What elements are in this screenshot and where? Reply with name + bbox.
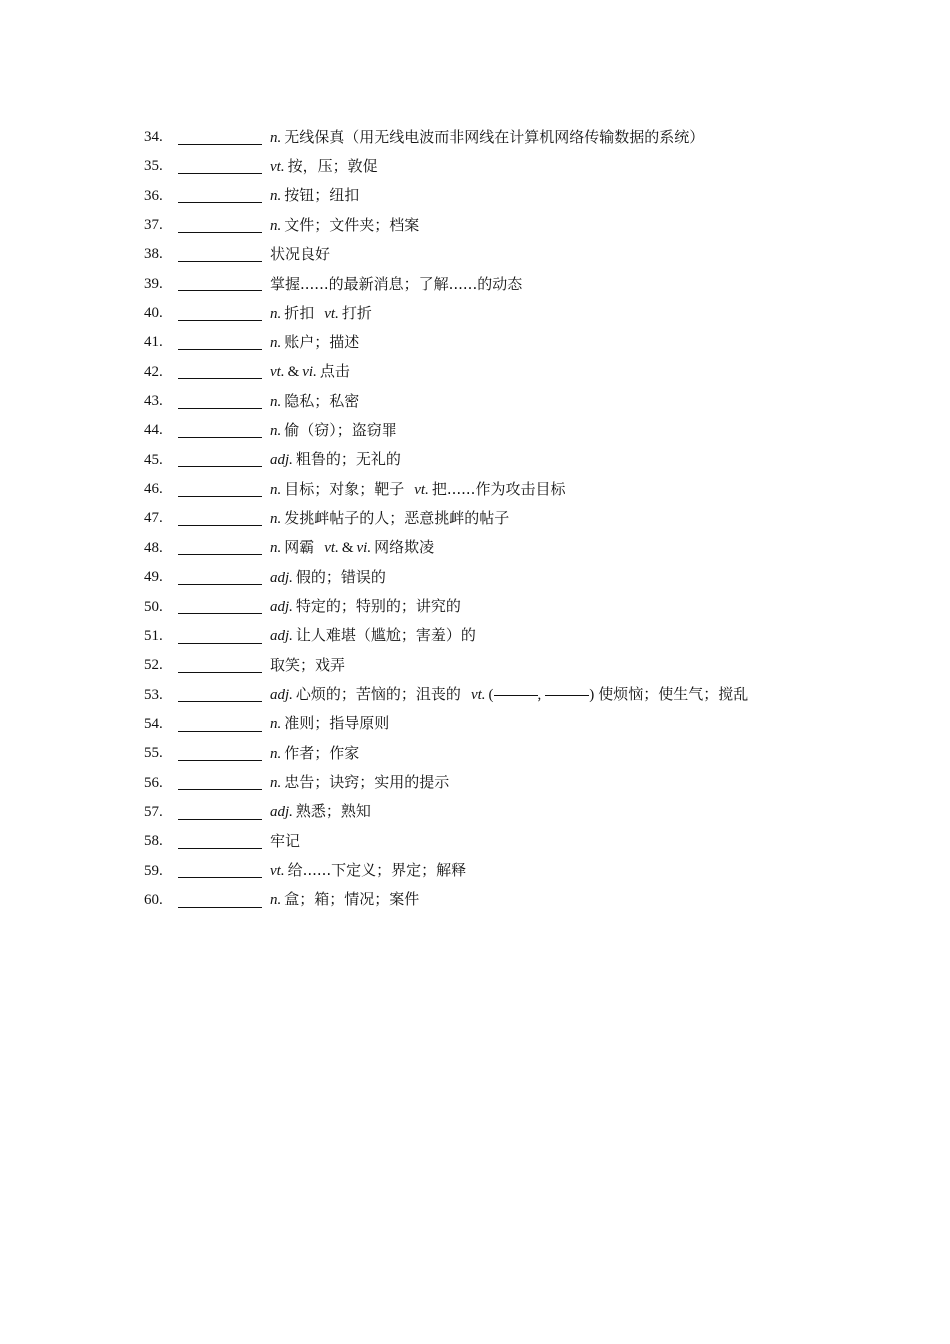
meaning: 准则；指导原则 — [284, 714, 390, 733]
definition — [270, 651, 345, 680]
list-item — [144, 504, 844, 533]
answer-blank[interactable] — [178, 847, 262, 849]
paren-open: ( — [488, 687, 494, 704]
list-item — [144, 270, 844, 299]
answer-blank[interactable] — [178, 143, 262, 145]
item-number: 51. — [144, 627, 163, 644]
part-of-speech: vt. — [270, 364, 285, 381]
item-number: 52. — [144, 657, 163, 674]
answer-blank[interactable] — [178, 465, 262, 467]
part-of-speech: n. — [270, 892, 282, 909]
part-of-speech: adj. — [270, 599, 293, 615]
item-number: 55. — [144, 745, 163, 762]
answer-blank[interactable] — [178, 524, 262, 526]
meaning: 文件；文件夹；档案 — [284, 215, 420, 234]
item-number: 46. — [144, 481, 163, 498]
part-of-speech: n. — [270, 393, 282, 410]
definition — [270, 504, 509, 534]
item-number: 40. — [144, 305, 163, 322]
inline-answer-blank[interactable] — [545, 694, 589, 696]
answer-blank[interactable] — [178, 818, 262, 820]
meaning: 掌握......的最新消息；了解......的动态 — [270, 274, 523, 293]
item-number: 34. — [144, 129, 163, 145]
item-number: 47. — [144, 510, 163, 527]
definition — [270, 211, 419, 241]
part-of-speech: n. — [270, 334, 282, 351]
part-of-speech: n. — [270, 745, 282, 762]
meaning: 目标；对象；靶子 — [284, 479, 405, 498]
answer-blank[interactable] — [178, 906, 262, 908]
answer-blank[interactable] — [178, 436, 262, 438]
part-of-speech: n. — [270, 481, 282, 498]
list-item — [144, 857, 844, 886]
answer-blank[interactable] — [178, 172, 262, 174]
item-number: 58. — [144, 833, 163, 850]
list-item — [144, 827, 844, 856]
item-number: 41. — [144, 334, 163, 351]
part-of-speech: n. — [270, 510, 282, 527]
meaning: 作者；作家 — [284, 743, 360, 762]
part-of-speech: vt. — [270, 158, 285, 175]
answer-blank[interactable] — [178, 583, 262, 585]
answer-blank[interactable] — [178, 407, 262, 409]
part-of-speech: n. — [270, 775, 282, 792]
meaning: 发挑衅帖子的人；恶意挑衅的帖子 — [284, 508, 510, 527]
vocab-list — [144, 123, 844, 915]
part-of-speech: n. — [270, 217, 282, 234]
list-item — [144, 182, 844, 211]
meaning: 心烦的；苦恼的；沮丧的 — [295, 685, 461, 704]
meaning: 偷（窃）；盗窃罪 — [284, 420, 397, 439]
answer-blank[interactable] — [178, 671, 262, 673]
list-item — [144, 416, 844, 445]
answer-blank[interactable] — [178, 759, 262, 761]
meaning: 按钮；纽扣 — [284, 186, 360, 205]
item-number: 50. — [144, 598, 163, 615]
answer-blank[interactable] — [178, 377, 262, 379]
definition — [270, 680, 748, 710]
list-item — [144, 475, 844, 504]
list-item — [144, 534, 844, 563]
comma: , — [537, 687, 542, 704]
part-of-speech: vt. — [324, 540, 339, 557]
meaning: 使烦恼；使生气；搅乱 — [598, 685, 749, 704]
meaning: 按，压；敦促 — [287, 156, 378, 175]
part-of-speech: n. — [270, 422, 282, 439]
item-number: 59. — [144, 862, 163, 879]
definition — [270, 533, 434, 563]
answer-blank[interactable] — [178, 612, 262, 614]
answer-blank[interactable] — [178, 319, 262, 321]
item-number: 57. — [144, 803, 163, 820]
item-number: 38. — [144, 246, 163, 263]
definition — [270, 709, 389, 739]
meaning: 状况良好 — [270, 245, 331, 264]
answer-blank[interactable] — [178, 289, 262, 291]
meaning: 取笑；戏弄 — [270, 656, 346, 675]
part-of-speech: n. — [270, 305, 282, 322]
item-number: 56. — [144, 774, 163, 791]
definition — [270, 181, 359, 211]
ampersand: & — [287, 364, 300, 381]
part-of-speech: vt. — [414, 481, 429, 498]
list-item — [144, 123, 844, 152]
definition — [270, 445, 401, 475]
meaning: 特定的；特别的；讲究的 — [295, 597, 461, 615]
part-of-speech: n. — [270, 716, 282, 733]
list-item — [144, 798, 844, 827]
part-of-speech: n. — [270, 540, 282, 557]
item-number: 39. — [144, 275, 163, 292]
part-of-speech: adj. — [270, 804, 293, 821]
paren-close: ) — [589, 687, 595, 704]
list-item — [144, 211, 844, 240]
meaning: 粗鲁的；无礼的 — [295, 450, 401, 469]
list-item — [144, 710, 844, 739]
meaning: 账户；描述 — [284, 332, 360, 351]
part-of-speech: vt. — [324, 305, 339, 322]
item-number: 54. — [144, 715, 163, 732]
answer-blank[interactable] — [178, 231, 262, 233]
meaning: 熟悉；熟知 — [295, 802, 371, 821]
list-item — [144, 739, 844, 768]
list-item — [144, 152, 844, 181]
meaning: 点击 — [319, 362, 350, 381]
list-item — [144, 651, 844, 680]
meaning: 把......作为攻击目标 — [431, 479, 566, 498]
answer-blank[interactable] — [178, 348, 262, 350]
part-of-speech: vi. — [356, 540, 372, 557]
list-item — [144, 299, 844, 328]
definition — [270, 563, 386, 593]
item-number: 60. — [144, 891, 163, 908]
item-number: 53. — [144, 686, 163, 703]
definition — [270, 387, 359, 417]
part-of-speech: vi. — [302, 364, 317, 381]
item-number: 37. — [144, 217, 163, 234]
definition — [270, 592, 461, 622]
part-of-speech: n. — [270, 188, 282, 205]
part-of-speech: adj. — [270, 569, 293, 586]
definition — [270, 621, 476, 651]
list-item — [144, 622, 844, 651]
meaning: 隐私；私密 — [284, 391, 360, 410]
list-item — [144, 328, 844, 357]
item-number: 42. — [144, 363, 163, 380]
definition — [270, 357, 350, 387]
ampersand: & — [341, 540, 354, 557]
definition — [270, 416, 397, 446]
item-number: 49. — [144, 569, 163, 586]
list-item — [144, 886, 844, 915]
part-of-speech: vt. — [470, 687, 486, 704]
part-of-speech: n. — [270, 129, 282, 146]
meaning: 网络欺凌 — [374, 538, 435, 557]
part-of-speech: vt. — [270, 863, 285, 880]
answer-blank[interactable] — [178, 730, 262, 732]
answer-blank[interactable] — [178, 260, 262, 262]
item-number: 35. — [144, 158, 163, 175]
answer-blank[interactable] — [178, 876, 262, 878]
item-number: 45. — [144, 451, 163, 468]
meaning: 给......下定义；界定；解释 — [287, 861, 467, 880]
part-of-speech: adj. — [270, 628, 293, 645]
meaning: 折扣 — [284, 303, 315, 322]
meaning: 打折 — [341, 303, 372, 322]
definition — [270, 856, 466, 886]
meaning: 网霸 — [284, 538, 315, 557]
definition — [270, 768, 449, 798]
list-item — [144, 563, 844, 592]
list-item — [144, 358, 844, 387]
answer-blank[interactable] — [178, 201, 262, 203]
list-item — [144, 769, 844, 798]
definition — [270, 123, 704, 153]
definition — [270, 270, 522, 299]
meaning: 忠告；诀窍；实用的提示 — [284, 773, 450, 792]
definition — [270, 475, 565, 505]
definition — [270, 152, 378, 182]
list-item — [144, 593, 844, 622]
list-item — [144, 446, 844, 475]
definition — [270, 827, 300, 856]
inline-answer-blank[interactable] — [494, 694, 538, 696]
item-number: 43. — [144, 393, 163, 410]
item-number: 36. — [144, 187, 163, 204]
answer-blank[interactable] — [178, 700, 262, 702]
meaning: 盒；箱；情况；案件 — [284, 890, 420, 909]
definition — [270, 885, 419, 915]
list-item — [144, 387, 844, 416]
part-of-speech: adj. — [270, 687, 293, 704]
answer-blank[interactable] — [178, 495, 262, 497]
list-item — [144, 240, 844, 269]
item-number: 44. — [144, 422, 163, 439]
definition — [270, 797, 371, 827]
definition — [270, 739, 359, 769]
answer-blank[interactable] — [178, 642, 262, 644]
answer-blank[interactable] — [178, 553, 262, 555]
list-item — [144, 681, 844, 710]
meaning: 无线保真（用无线电波而非网线在计算机网络传输数据的系统） — [284, 127, 705, 146]
definition — [270, 240, 330, 269]
meaning: 让人难堪（尴尬；害羞）的 — [295, 626, 476, 645]
item-number: 48. — [144, 539, 163, 556]
definition — [270, 328, 359, 358]
meaning: 牢记 — [270, 832, 301, 851]
meaning: 假的；错误的 — [295, 567, 386, 586]
part-of-speech: adj. — [270, 452, 293, 469]
definition — [270, 299, 372, 329]
answer-blank[interactable] — [178, 788, 262, 790]
